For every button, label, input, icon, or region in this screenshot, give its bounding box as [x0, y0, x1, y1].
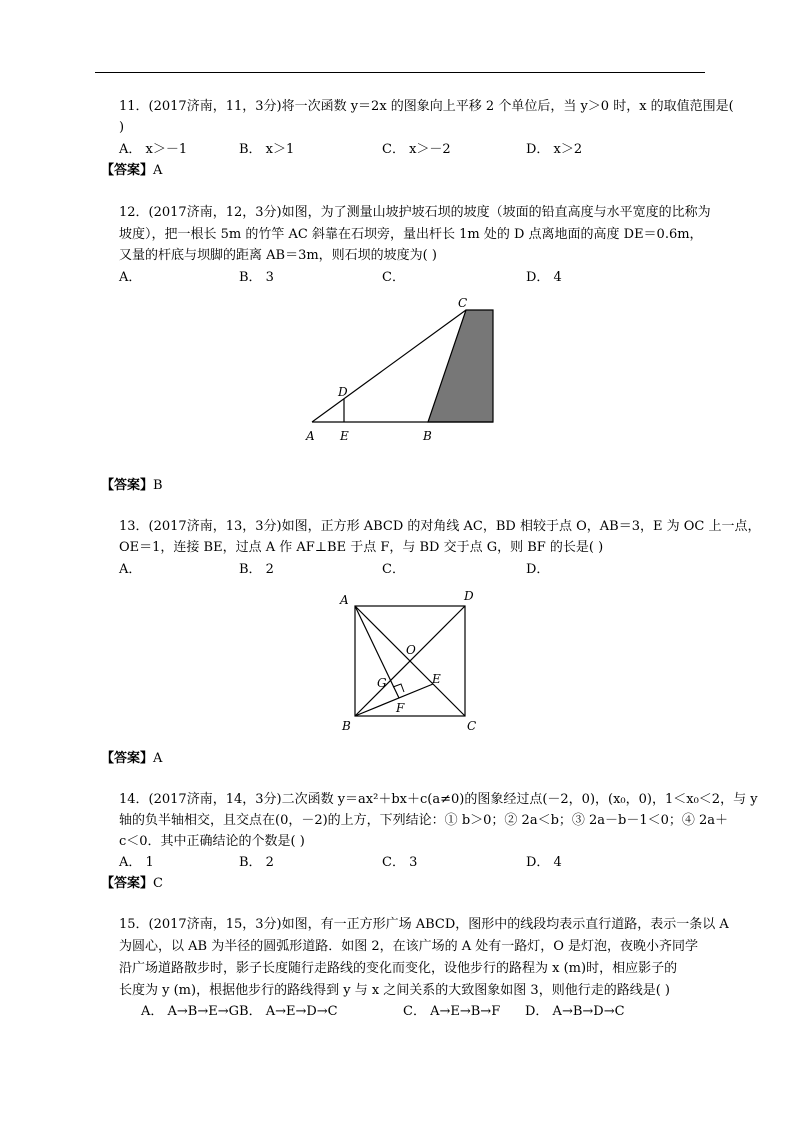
q12-stem-line2: 坡度），把一根长 5m 的竹竿 AC 斜靠在石坝旁，量出杆长 1m 处的 D 点离地面的高度 DE＝0.6m， — [119, 227, 703, 242]
q14-option-c: C． 3 — [382, 855, 418, 870]
q11-option-d: D． x＞2 — [526, 142, 583, 157]
q12-option-d: D． 4 — [526, 270, 562, 285]
q14-stem-line1: 14．(2017济南，14，3分)二次函数 y＝ax²＋bx＋c(a≠0)的图象经过点(－2，0)，(x₀，0)，1＜x₀＜2，与 y — [119, 792, 758, 807]
q11-stem-line1: 11．(2017济南，11，3分)将一次函数 y＝2x 的图象向上平移 2 个单位后，当 y＞0 时，x 的取值范围是( — [119, 99, 734, 114]
q11-stem-line2: ) — [119, 120, 125, 135]
q13-stem-line1: 13．(2017济南，13，3分)如图，正方形 ABCD 的对角线 AC，BD 相较于点 O，AB＝3，E 为 OC 上一点， — [119, 519, 761, 534]
label-a: A — [306, 429, 315, 443]
q12-slope-figure — [300, 292, 500, 452]
q14-stem-line2: 轴的负半轴相交，且交点在(0，－2)的上方，下列结论：① b＞0；② 2a＜b；③ 2a－b－1＜0；④ 2a＋ — [119, 813, 729, 828]
q12-option-c: C． — [382, 270, 405, 285]
label-f: F — [396, 701, 405, 715]
label-e: E — [340, 429, 349, 443]
q15-option-c: C． A→E→B→F — [403, 1004, 501, 1019]
q13-option-c: C． — [382, 562, 405, 577]
label-e: E — [432, 672, 441, 686]
q15-stem-line1: 15．(2017济南，15，3分)如图，有一正方形广场 ABCD，图形中的线段均表示直行道路，表示一条以 A — [119, 917, 729, 932]
label-d: D — [464, 589, 474, 603]
q14-option-a: A． 1 — [119, 855, 154, 870]
dam-shape — [428, 310, 493, 422]
q14-option-b: B． 2 — [239, 855, 274, 870]
label-g: G — [377, 676, 387, 690]
q12-option-a: A． — [119, 270, 142, 285]
label-b: B — [423, 429, 432, 443]
q11-option-b: B． x＞1 — [239, 142, 295, 157]
label-d: D — [338, 385, 348, 399]
label-c: C — [458, 296, 468, 310]
label-c: C — [467, 719, 477, 733]
q15-stem-line4: 长度为 y (m)，根据他步行的路线得到 y 与 x 之间关系的大致图象如图 3，则他行走的路线是( ) — [119, 983, 670, 998]
q13-option-b: B． 2 — [239, 562, 274, 577]
q13-option-d: D． — [526, 562, 550, 577]
q14-answer: 【答案】C — [101, 876, 163, 891]
q15-stem-line2: 为圆心，以 AB 为半径的圆弧形道路．如图 2，在该广场的 A 处有一路灯，O 是灯泡，夜晚小齐同学 — [119, 939, 699, 954]
q15-option-d: D． A→B→D→C — [525, 1004, 625, 1019]
q13-option-a: A． — [119, 562, 142, 577]
q12-option-b: B． 3 — [239, 270, 274, 285]
q13-square-figure — [330, 584, 490, 734]
q12-stem-line1: 12．(2017济南，12，3分)如图，为了测量山坡护坡石坝的坡度（坡面的铅直高度与水平宽度的比称为 — [119, 205, 711, 220]
q12-answer: 【答案】B — [101, 478, 163, 493]
q15-stem-line3: 沿广场道路散步时，影子长度随行走路线的变化而变化，设他步行的路程为 x (m)时，相应影子的 — [119, 961, 678, 976]
q14-option-d: D． 4 — [526, 855, 562, 870]
q11-option-a: A． x＞－1 — [119, 142, 188, 157]
q15-option-ab: A． A→B→E→GB． A→E→D→C — [141, 1004, 338, 1019]
header-rule — [95, 72, 705, 73]
label-b: B — [342, 719, 351, 733]
q11-option-c: C． x＞－2 — [382, 142, 451, 157]
q14-stem-line3: c＜0．其中正确结论的个数是( ) — [119, 834, 305, 849]
q13-answer: 【答案】A — [101, 751, 163, 766]
q11-answer: 【答案】A — [101, 163, 163, 178]
q12-stem-line3: 又量的杆底与坝脚的距离 AB＝3m，则石坝的坡度为( ) — [119, 248, 437, 263]
label-o: O — [406, 643, 416, 657]
label-a: A — [340, 593, 349, 607]
q13-stem-line2: OE＝1，连接 BE，过点 A 作 AF⊥BE 于点 F，与 BD 交于点 G，则 BF 的长是( ) — [119, 540, 604, 555]
